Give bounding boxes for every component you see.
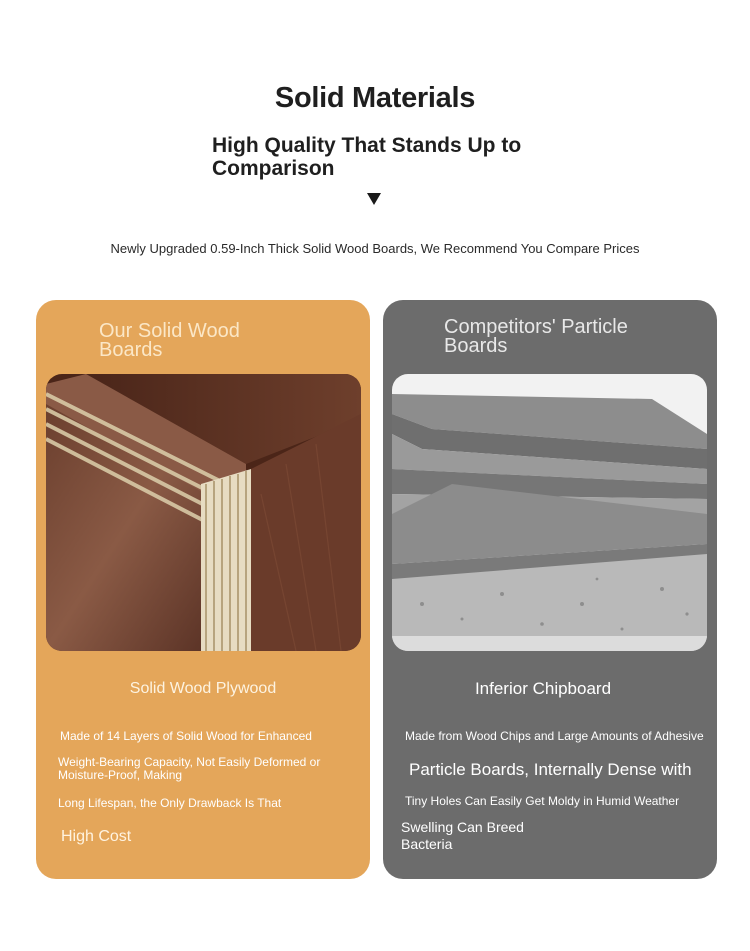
particle-board-heading (444, 318, 628, 356)
particle-board-desc-4b: Bacteria (401, 836, 453, 852)
particle-board-desc-1: Made from Wood Chips and Large Amounts of Adhesive (405, 729, 704, 743)
particle-board-desc-4a: Swelling Can Breed (401, 819, 524, 835)
page-title: Solid Materials (274, 82, 476, 114)
solid-wood-heading-line2: Boards (99, 339, 163, 361)
solid-wood-desc-1: Made of 14 Layers of Solid Wood for Enhanced (60, 729, 312, 743)
particle-board-desc-3: Tiny Holes Can Easily Get Moldy in Humid Weather (405, 794, 680, 808)
particle-board-photo (392, 374, 707, 651)
particle-board-card (383, 300, 717, 879)
particle-board-desc-2: Particle Boards, Internally Dense with (409, 760, 692, 779)
solid-wood-desc-2: Weight-Bearing Capacity, Not Easily Deformed or Moisture-Proof, Making (58, 755, 321, 782)
plywood-board-photo (46, 374, 361, 651)
particle-board-desc-4 (401, 819, 524, 853)
solid-wood-desc-3: Long Lifespan, the Only Drawback Is That (58, 796, 282, 810)
solid-wood-heading (99, 322, 240, 360)
solid-wood-heading-line1: Our Solid Wood (99, 320, 240, 342)
particle-board-heading-line1: Competitors' Particle (444, 316, 628, 338)
tagline: Newly Upgraded 0.59-Inch Thick Solid Wood Boards, We Recommend You Compare Prices (110, 241, 640, 256)
solid-wood-card (36, 300, 370, 879)
particle-board-subheading: Inferior Chipboard (474, 679, 612, 698)
solid-wood-desc-4: High Cost (61, 828, 132, 845)
particle-board-heading-line2: Boards (444, 335, 508, 357)
solid-wood-subheading: Solid Wood Plywood (129, 680, 277, 697)
page-subtitle: High Quality That Stands Up to Comparison (212, 134, 522, 180)
triangle-down-icon (367, 193, 381, 205)
